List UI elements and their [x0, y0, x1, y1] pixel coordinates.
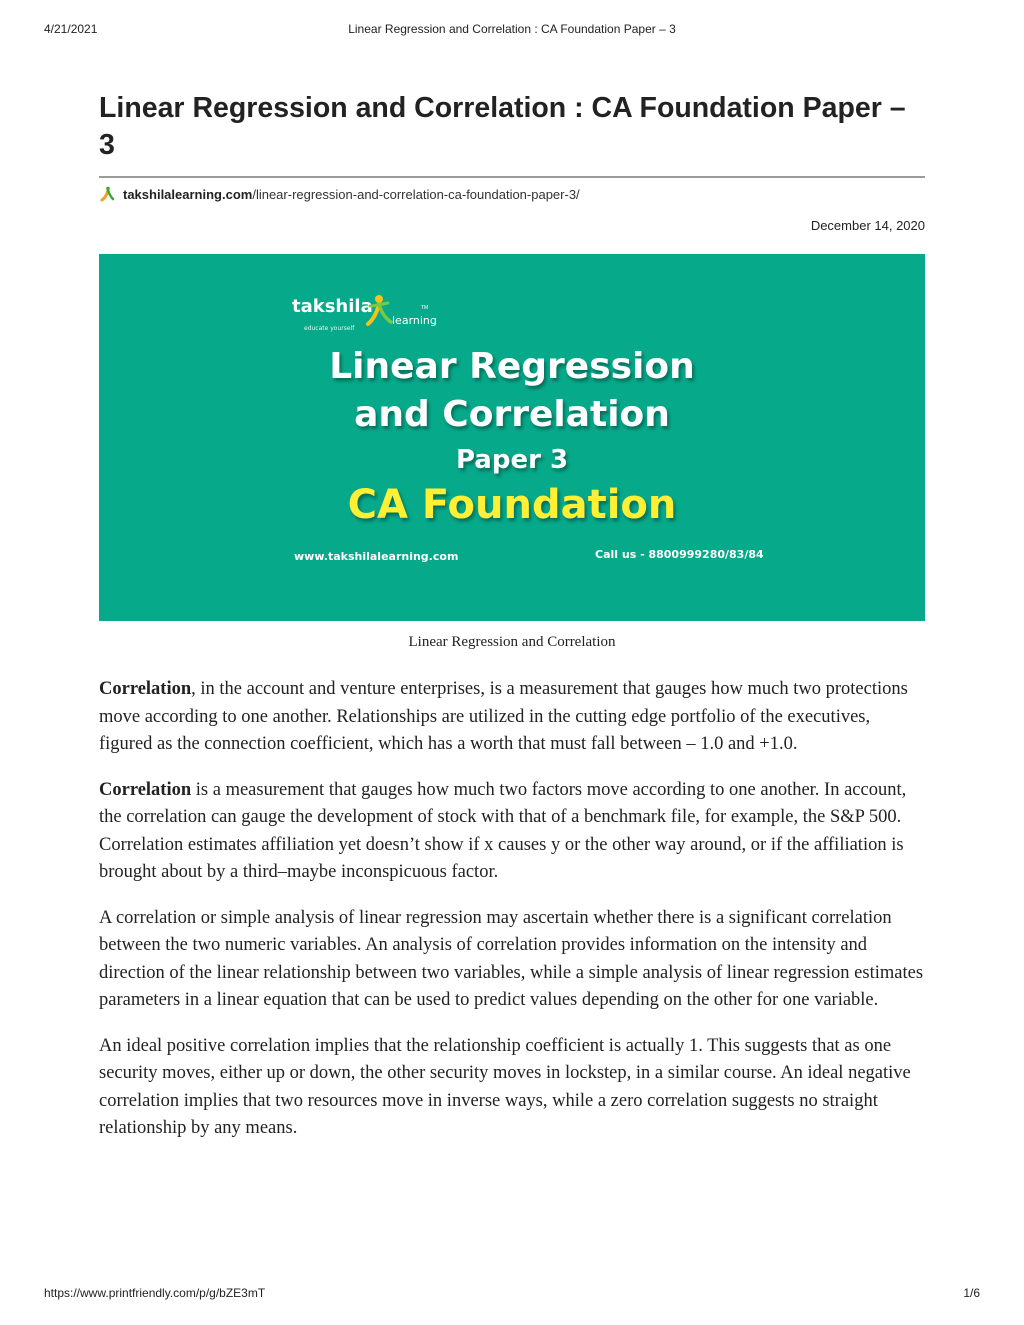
hero-website: www.takshilalearning.com	[294, 550, 459, 563]
source-path[interactable]: /linear-regression-and-correlation-ca-foundation-paper-3/	[252, 186, 580, 202]
paragraph-text: is a measurement that gauges how much two factors move according to one another. In account, the correlation can gauge the development of stock with that of a benchmark file, for example, the S&P 500. Correlation estimates affiliation yet doesn’t show if x causes y or the other way around, or if the affiliation is brought about by a third–maybe inconspicuous factor.	[99, 779, 907, 882]
hero-course-label: CA Foundation	[347, 482, 677, 528]
paragraph	[99, 905, 925, 1015]
article-body	[99, 676, 925, 1143]
print-url: https://www.printfriendly.com/p/g/bZE3mT	[44, 1286, 266, 1300]
page-number: 1/6	[963, 1286, 980, 1300]
print-title: Linear Regression and Correlation : CA Foundation Paper – 3	[348, 22, 676, 36]
logo-learning: learning	[392, 314, 437, 327]
paragraph	[99, 777, 925, 887]
paragraph-text: , in the account and venture enterprises, is a measurement that gauges how much two protections move according to one another. Relationships are utilized in the cutting edge portfolio of the executives, figured as the connection coefficient, which has a worth that must fall between – 1.0 and +1.0.	[99, 679, 908, 754]
source-domain[interactable]: takshilalearning.com	[123, 186, 253, 202]
print-footer	[44, 1286, 980, 1302]
print-date: 4/21/2021	[44, 22, 98, 36]
article	[99, 90, 925, 1161]
takshila-logo	[292, 296, 437, 332]
logo-wordmark: takshila	[292, 296, 373, 317]
hero-paper-label: Paper 3	[455, 445, 569, 475]
print-header	[44, 22, 980, 38]
paragraph-lead: Correlation	[99, 679, 192, 699]
hero-phone: Call us - 8800999280/83/84	[595, 548, 764, 561]
publish-date: December 14, 2020	[810, 218, 925, 233]
paragraph	[99, 1033, 925, 1143]
paragraph-lead: Correlation	[99, 779, 192, 800]
source-link[interactable]	[99, 185, 925, 203]
logo-trademark: TM	[421, 305, 429, 311]
title-divider	[99, 176, 925, 178]
image-caption: Linear Regression and Correlation	[408, 634, 616, 650]
hero-heading-line1: Linear Regression	[329, 346, 695, 387]
hero-banner-image	[99, 254, 925, 621]
paragraph	[99, 676, 925, 759]
hero-heading-line2: and Correlation	[354, 394, 670, 435]
paragraph-text: A correlation or simple analysis of linear regression may ascertain whether there is a significant correlation between the two numeric variables. An analysis of correlation provides information on the intensity and direction of the linear relationship between two variables, while a simple analysis of linear regression estimates parameters in a linear equation that can be used to predict values depending on the other for one variable.	[99, 907, 924, 1010]
paragraph-text: An ideal positive correlation implies that the relationship coefficient is actually 1. This suggests that as one security moves, either up or down, the other security moves in lockstep, in a similar course. An ideal negative correlation implies that two resources move in inverse ways, while a zero correlation suggests no straight relationship by any means.	[99, 1035, 911, 1138]
logo-tagline: educate yourself	[304, 325, 355, 332]
logo-figure-icon	[364, 294, 394, 326]
article-title: Linear Regression and Correlation : CA Foundation Paper – 3	[99, 92, 906, 161]
site-favicon-icon	[99, 186, 115, 202]
